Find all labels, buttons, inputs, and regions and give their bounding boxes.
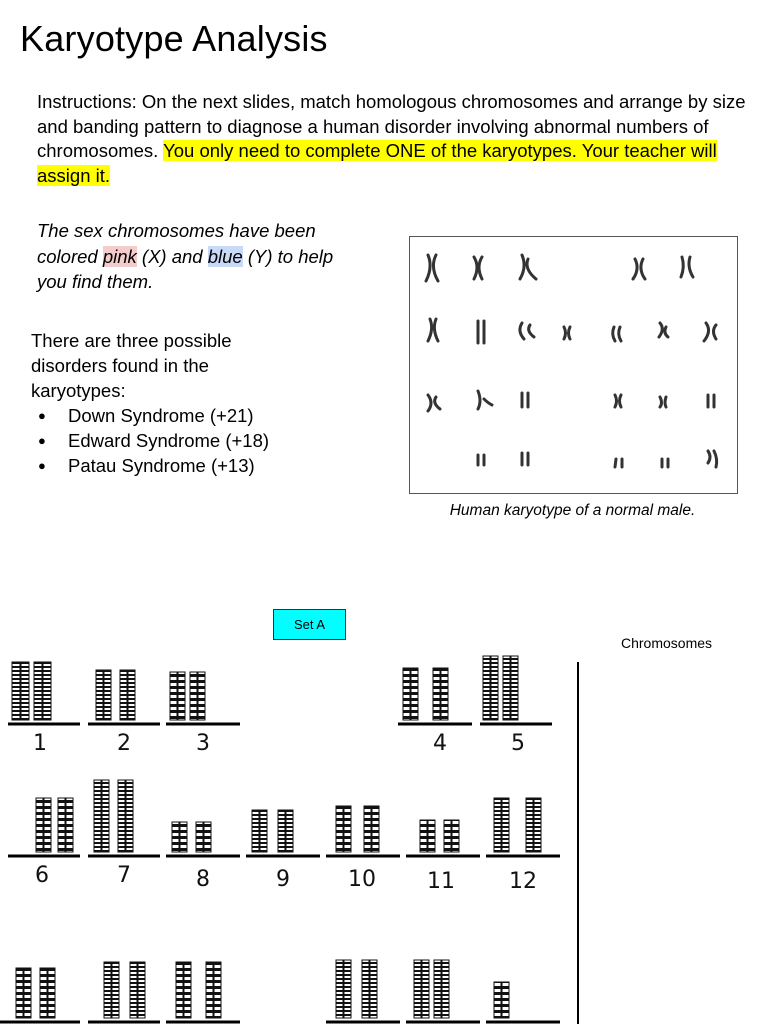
chromosome-pair-2 bbox=[96, 670, 135, 720]
chromosome-pair-11 bbox=[420, 820, 459, 852]
pair-number-3: 3 bbox=[196, 731, 210, 756]
karyotype-photo-drawing bbox=[410, 237, 737, 493]
pair-number-12: 12 bbox=[509, 869, 537, 894]
chromosome-pair-7 bbox=[94, 780, 133, 852]
sex-note-part3: (Y) to help you find them. bbox=[37, 245, 334, 292]
pink-word: pink bbox=[102, 245, 137, 267]
chromosome-pair-3 bbox=[170, 672, 205, 720]
chromosome-pair-8 bbox=[172, 822, 211, 852]
karyotype-worksheet bbox=[0, 650, 768, 1024]
pair-number-10: 10 bbox=[348, 867, 376, 892]
pair-number-2: 2 bbox=[117, 731, 131, 756]
chromosome-pair-5 bbox=[483, 656, 518, 720]
sex-chromosome-note bbox=[37, 218, 357, 295]
chromosome-pair-16 bbox=[336, 960, 377, 1018]
disorder-item-patau: ● Patau Syndrome (+13) bbox=[31, 453, 291, 478]
chromosome-pair-6 bbox=[36, 798, 73, 852]
sex-note-part2: (X) and bbox=[136, 245, 208, 267]
chromosome-pair-13 bbox=[16, 968, 55, 1018]
blue-word: blue bbox=[207, 245, 243, 267]
chromosome-pair-12 bbox=[494, 798, 541, 852]
disorder-item-down: ● Down Syndrome (+21) bbox=[31, 403, 291, 428]
set-a-button[interactable]: Set A bbox=[273, 609, 346, 640]
chromosome-pair-4 bbox=[403, 668, 448, 720]
disorders-list bbox=[31, 328, 291, 478]
sex-note-part1: The sex chromosomes have been colored bbox=[37, 220, 316, 267]
chromosome-pair-9 bbox=[252, 810, 293, 852]
chromosome-pair-10 bbox=[336, 806, 379, 852]
pair-number-4: 4 bbox=[433, 731, 447, 756]
chromosome-pair-15 bbox=[176, 962, 221, 1018]
page-title: Karyotype Analysis bbox=[20, 18, 328, 59]
chromosome-pair-14 bbox=[104, 962, 145, 1018]
chromosome-pair-18 bbox=[494, 982, 509, 1018]
chromosome-pair-1 bbox=[12, 662, 51, 720]
pair-number-9: 9 bbox=[276, 867, 290, 892]
pair-number-5: 5 bbox=[511, 731, 525, 756]
chromosome-pair-17 bbox=[414, 960, 449, 1018]
disorders-intro: There are three possible disorders found in the karyotypes: bbox=[31, 330, 232, 401]
reference-caption: Human karyotype of a normal male. bbox=[449, 502, 696, 519]
normal-karyotype-image bbox=[409, 236, 738, 494]
pair-number-7: 7 bbox=[117, 863, 131, 888]
pair-number-11: 11 bbox=[427, 869, 455, 894]
instructions-highlight: You only need to complete ONE of the karyotypes. Your teacher will assign it. bbox=[37, 140, 717, 186]
instructions-text bbox=[37, 90, 749, 188]
disorder-item-edward: ● Edward Syndrome (+18) bbox=[31, 428, 291, 453]
instructions-main: Instructions: On the next slides, match homologous chromosomes and arrange by size and banding pattern to diagnose a human disorder involving abnormal numbers of chromosomes. bbox=[37, 91, 746, 161]
chromosomes-label: Chromosomes bbox=[621, 635, 713, 651]
pair-number-6: 6 bbox=[35, 863, 49, 888]
pair-number-8: 8 bbox=[196, 867, 210, 892]
pair-number-1: 1 bbox=[33, 731, 47, 756]
